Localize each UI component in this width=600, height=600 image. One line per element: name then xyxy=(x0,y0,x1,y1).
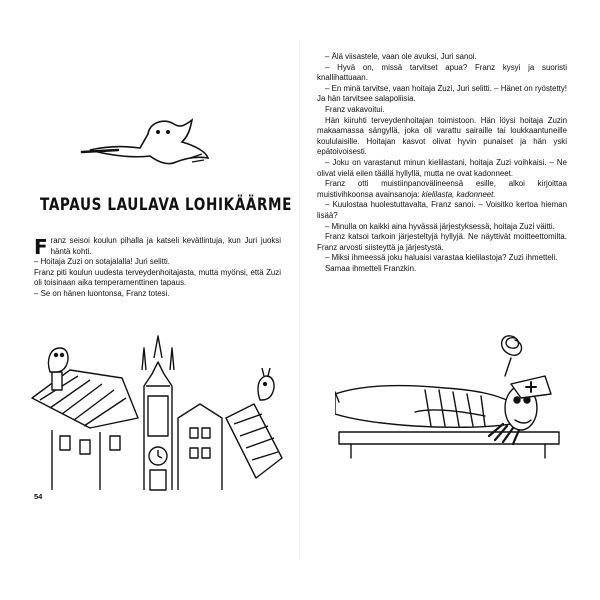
paragraph: Franz katsoi tarkoin järjesteltyjä hyllyjä. Ne näyttivät moitteettomilta. Franz arvosti siisteyttä ja järjestystä. xyxy=(317,232,567,252)
keywords: kielilasta, kadonneet. xyxy=(421,189,496,199)
right-page xyxy=(317,52,567,552)
right-body-text xyxy=(317,52,567,274)
old-town-rooftops-icon xyxy=(30,308,284,493)
paragraph: – Kuulostaa huolestuttavalta, Franz sanoi. – Voisitko kertoa hieman lisää? xyxy=(317,200,567,220)
page-gutter xyxy=(299,40,300,560)
paragraph: – Älä viisastele, vaan ole avuksi, Juri sanoi. xyxy=(325,52,477,61)
paragraph: – Hyvä on, missä tarvitset apua? Franz kysyi ja suoristi knallihattuaan. xyxy=(317,62,567,83)
paragraph xyxy=(317,179,567,200)
paragraph: – Minulla on kaikki aina hyvässä järjestyksessä, hoitaja Zuzi väitti. xyxy=(325,221,555,231)
paragraph: – Miksi ihmeessä joku haluaisi varastaa kielilastoja? Zuzi ihmetteli. xyxy=(325,253,558,263)
page-number: 54 xyxy=(34,492,43,501)
flying-ghost-icon xyxy=(78,112,218,172)
paragraph: – En minä tarvitse, vaan hoitaja Zuzi, Juri selitti. – Hänet on ryöstetty! Ja hän tarvitsee salapoliisia. xyxy=(317,83,567,104)
paragraph: – Joku on varastanut minun kielilastani, hoitaja Zuzi voihkaisi. – Ne olivat vielä eilen täällä hyllyllä, mutta ne ovat kadonneet. xyxy=(317,157,567,178)
nurse-on-bed-icon xyxy=(335,328,567,460)
drop-cap: F xyxy=(34,235,48,259)
paragraph-text: Franz otti muistiinpanovälineensä esille, alkoi kirjoittaa muistivihkoonsa avainsanoja: xyxy=(317,179,567,199)
paragraph: Franz vakavoitui. xyxy=(325,104,385,114)
paragraph: Hän kiiruhti terveydenhoitajan toimistoon. Hän löysi hoitaja Zuzin makaamassa sängyllä, joka oli varattu sairaille tai loukkaantuneille koululaisille. Hoitajan kasvot olivat hyvin punaiset ja hän yski epätoivoisesti. xyxy=(317,115,567,157)
paragraph: Franz piti koulun uudesta terveydenhoitajasta, mutta myönsi, että Zuzi oli toisinaan aika temperamenttinen tapaus. xyxy=(34,267,281,288)
left-page xyxy=(34,52,293,552)
paragraph: – Hoitaja Zuzi on sotajalalla! Juri selitti. xyxy=(34,257,170,267)
rooftops-illustration xyxy=(30,308,284,493)
paragraph: Samaa ihmetteli Franzkin. xyxy=(325,263,417,273)
flying-ghost-illustration xyxy=(78,112,218,172)
left-body-text xyxy=(34,236,281,300)
paragraph: – Se on hänen luontonsa, Franz totesi. xyxy=(34,288,170,298)
chapter-title: TAPAUS LAULAVA LOHIKÄÄRME xyxy=(40,195,293,215)
nurse-illustration xyxy=(335,328,567,460)
paragraph: ranz seisoi koulun pihalla ja katseli kevätlintuja, kun Juri juoksi häntä kohti. xyxy=(50,236,281,256)
